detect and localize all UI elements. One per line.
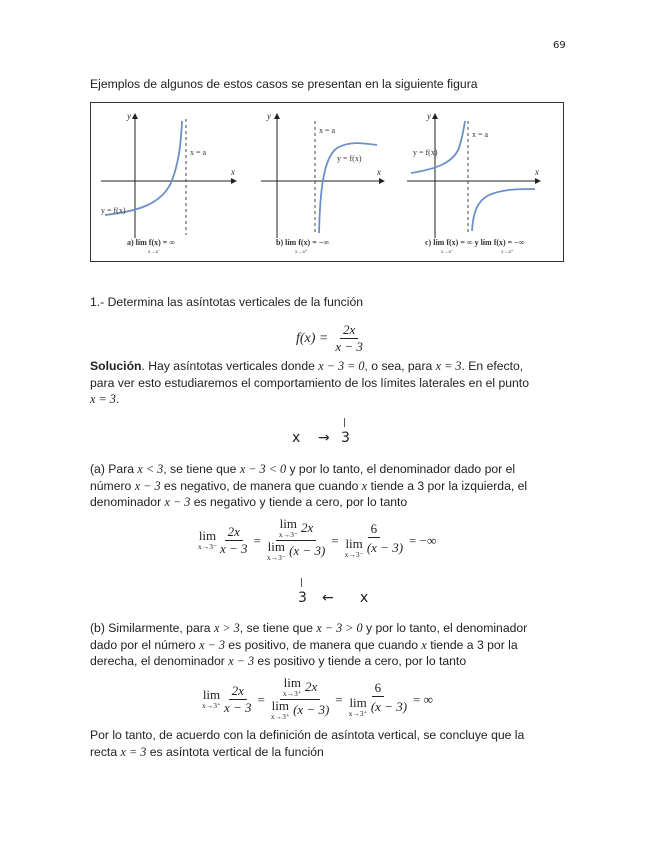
- panel-b-function-label: y = f(x): [337, 154, 362, 163]
- solution-line-1: Solución. Hay asíntotas verticales donde x − 3 = 0, o sea, para x = 3. En efecto,: [90, 359, 524, 373]
- numline-left-arrow: →: [318, 430, 330, 446]
- case-b-paragraph: (b) Similarmente, para x > 3, se tiene que x − 3 > 0 y por lo tanto, el denominador dado por el número x − 3 es positivo, de manera que cuando x tiende a 3 por la derecha, el denominador x − 3 es positivo y tiende a cero, por lo tanto: [90, 621, 528, 668]
- panel-b-x-label: x: [377, 167, 381, 177]
- panel-b-subscript: x→a⁺: [295, 250, 308, 255]
- function-lhs: f(x) =: [296, 330, 329, 346]
- panel-a-subscript: x→a⁻: [148, 250, 161, 255]
- function-definition: [296, 322, 366, 355]
- panel-c-function-label: y = f(x): [413, 148, 438, 157]
- panel-c-caption: c) lím f(x) = ∞ y lím f(x) = −∞: [425, 238, 525, 247]
- panel-c: [407, 111, 541, 255]
- numline-right-three: 3: [298, 590, 307, 606]
- panel-c-y-label: y: [427, 111, 431, 121]
- asymptote-figure: [90, 102, 564, 262]
- numline-left-x: x: [292, 430, 301, 446]
- numline-left-three: 3: [341, 430, 350, 446]
- panel-b-y-label: y: [267, 111, 271, 121]
- conclusion-paragraph: Por lo tanto, de acuerdo con la definición de asíntota vertical, se concluye que la recta x = 3 es asíntota vertical de la función: [90, 728, 525, 759]
- panel-c-subscript-2: x→a⁺: [501, 250, 514, 255]
- limit-equation-right: lim x→3⁺ $\frac{2x}{x - 3}$ = lim x→3⁺ 2x lim x→3⁺ (x − 3) = 6 lim x→3⁺ (x − 3) = ∞: [202, 675, 433, 721]
- numline-left-tick: |: [343, 418, 347, 428]
- page-number: 69: [553, 40, 566, 51]
- numline-right-tick: |: [300, 578, 304, 588]
- numline-right-arrow: ←: [322, 590, 334, 606]
- panel-a-y-label: y: [127, 111, 131, 121]
- solution-paragraph: [90, 358, 570, 408]
- solution-label: Solución: [90, 359, 142, 373]
- numline-right-x: x: [360, 590, 369, 606]
- solution-line-2: para ver esto estudiaremos el comportamiento de los límites laterales en el punto: [90, 375, 529, 390]
- panel-a-asymptote-label: x = a: [190, 148, 207, 157]
- panel-c-x-label: x: [535, 167, 539, 177]
- panel-c-subscript-1: x→a⁻: [441, 250, 454, 255]
- case-a-paragraph: (a) Para x < 3, se tiene que x − 3 < 0 y por lo tanto, el denominador dado por el número x − 3 es negativo, de manera que cuando x tiende a 3 por la izquierda, el denominador x − 3 es negativo y tiende a cero, por lo tanto: [90, 462, 528, 509]
- limit-equation-left: lim x→3⁻ $\frac{2x}{x - 3}$ = lim x→3⁻ 2x lim x→3⁻ (x − 3) = 6 lim x→3⁻ (x − 3) = −∞: [198, 516, 437, 562]
- intro-text: Ejemplos de algunos de estos casos se presentan en la siguiente figura: [90, 77, 478, 91]
- panel-a-caption: a) lím f(x) = ∞: [127, 238, 176, 247]
- panel-c-asymptote-label: x = a: [472, 130, 489, 139]
- problem-heading: 1.- Determina las asíntotas verticales de la función: [90, 295, 363, 309]
- solution-line-3: x = 3.: [90, 392, 120, 406]
- panel-b-caption: b) lím f(x) = −∞: [276, 238, 330, 247]
- function-fraction: [332, 322, 366, 355]
- panel-b-asymptote-label: x = a: [319, 126, 336, 135]
- panel-a-x-label: x: [231, 167, 235, 177]
- panel-a-function-label: y = f(x): [101, 206, 126, 215]
- panel-a: [101, 111, 237, 255]
- function-numerator: 2x: [340, 322, 358, 339]
- panel-b: [261, 111, 385, 255]
- function-denominator: x − 3: [335, 339, 363, 354]
